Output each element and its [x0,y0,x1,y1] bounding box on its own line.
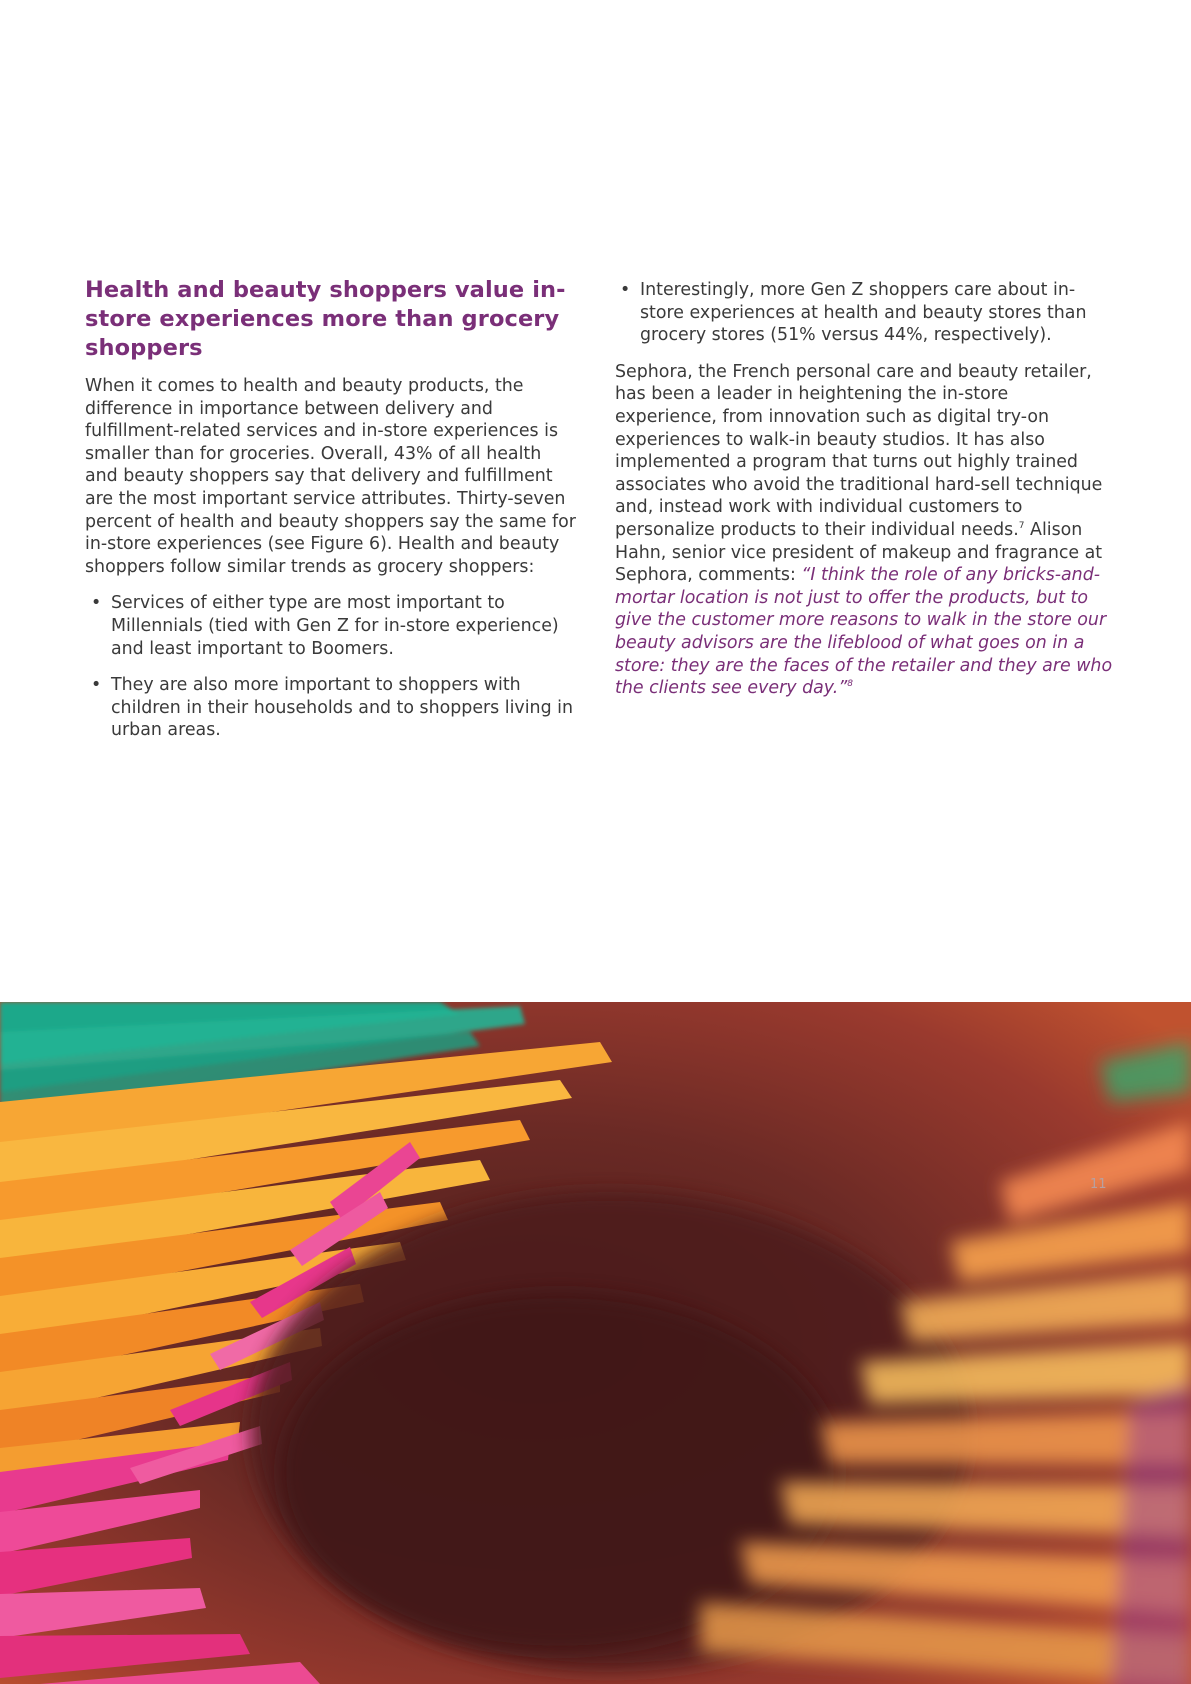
bullet-marker: • [620,280,631,300]
bullet-list-right [615,279,1113,347]
list-item [91,674,577,742]
footnote-ref-7: 7 [1018,521,1025,532]
sephora-paragraph [615,361,1113,700]
page-number: 11 [1090,1177,1107,1192]
left-column [85,276,577,756]
sephora-quote: “I think the role of any bricks-and-mortar location is not just to offer the products, but to give the customer more reasons to walk in the store our beauty advisors are the lifeblood of what goes on in a store: they are the faces of the retailer and they are who the clients see every day.” [615,565,1113,699]
colored-sticks-photo [0,1002,1191,1684]
decorative-photo [0,1002,1191,1684]
bullet-marker: • [91,675,102,696]
section-heading: Health and beauty shoppers value in-store experiences more than grocery shoppers [85,277,566,361]
intro-paragraph: When it comes to health and beauty products, the difference in importance between delivery and fulfillment-related services and in-store experiences is smaller than for groceries. Overall, 43% of all health and beauty shoppers say that delivery and fulfillment are the most important service attributes. Thirty-seven percent of health and beauty shoppers say the same for in-store experiences (see Figure 6). Health and beauty shoppers follow similar trends as grocery shoppers: [85,376,576,577]
list-item [620,279,1113,347]
quote-attribution: Alison Hahn, senior vice president of makeup and fragrance at Sephora, comments: [615,519,1103,586]
list-item-text: Services of either type are most important to Millennials (tied with Gen Z for in-store experience) and least important to Boomers. [111,593,559,659]
list-item [91,592,577,660]
right-column [615,279,1113,714]
bullet-list-left [85,592,577,742]
sephora-paragraph-text: Sephora, the French personal care and beauty retailer, has been a leader in heightening the in-store experience, from innovation such as digital try-on experiences to walk-in beauty studios. It has also implemented a program that turns out highly trained associates who avoid the traditional hard-sell technique and, instead work with individual customers to personalize products to their individual needs. [615,361,1103,540]
list-item-text: Interestingly, more Gen Z shoppers care about in-store experiences at health and beauty stores than grocery stores (51% versus 44%, respectively). [640,280,1087,346]
bullet-marker: • [91,593,102,614]
footnote-ref-8: 8 [847,679,853,690]
list-item-text: They are also more important to shoppers with children in their households and to shoppers living in urban areas. [111,675,573,741]
